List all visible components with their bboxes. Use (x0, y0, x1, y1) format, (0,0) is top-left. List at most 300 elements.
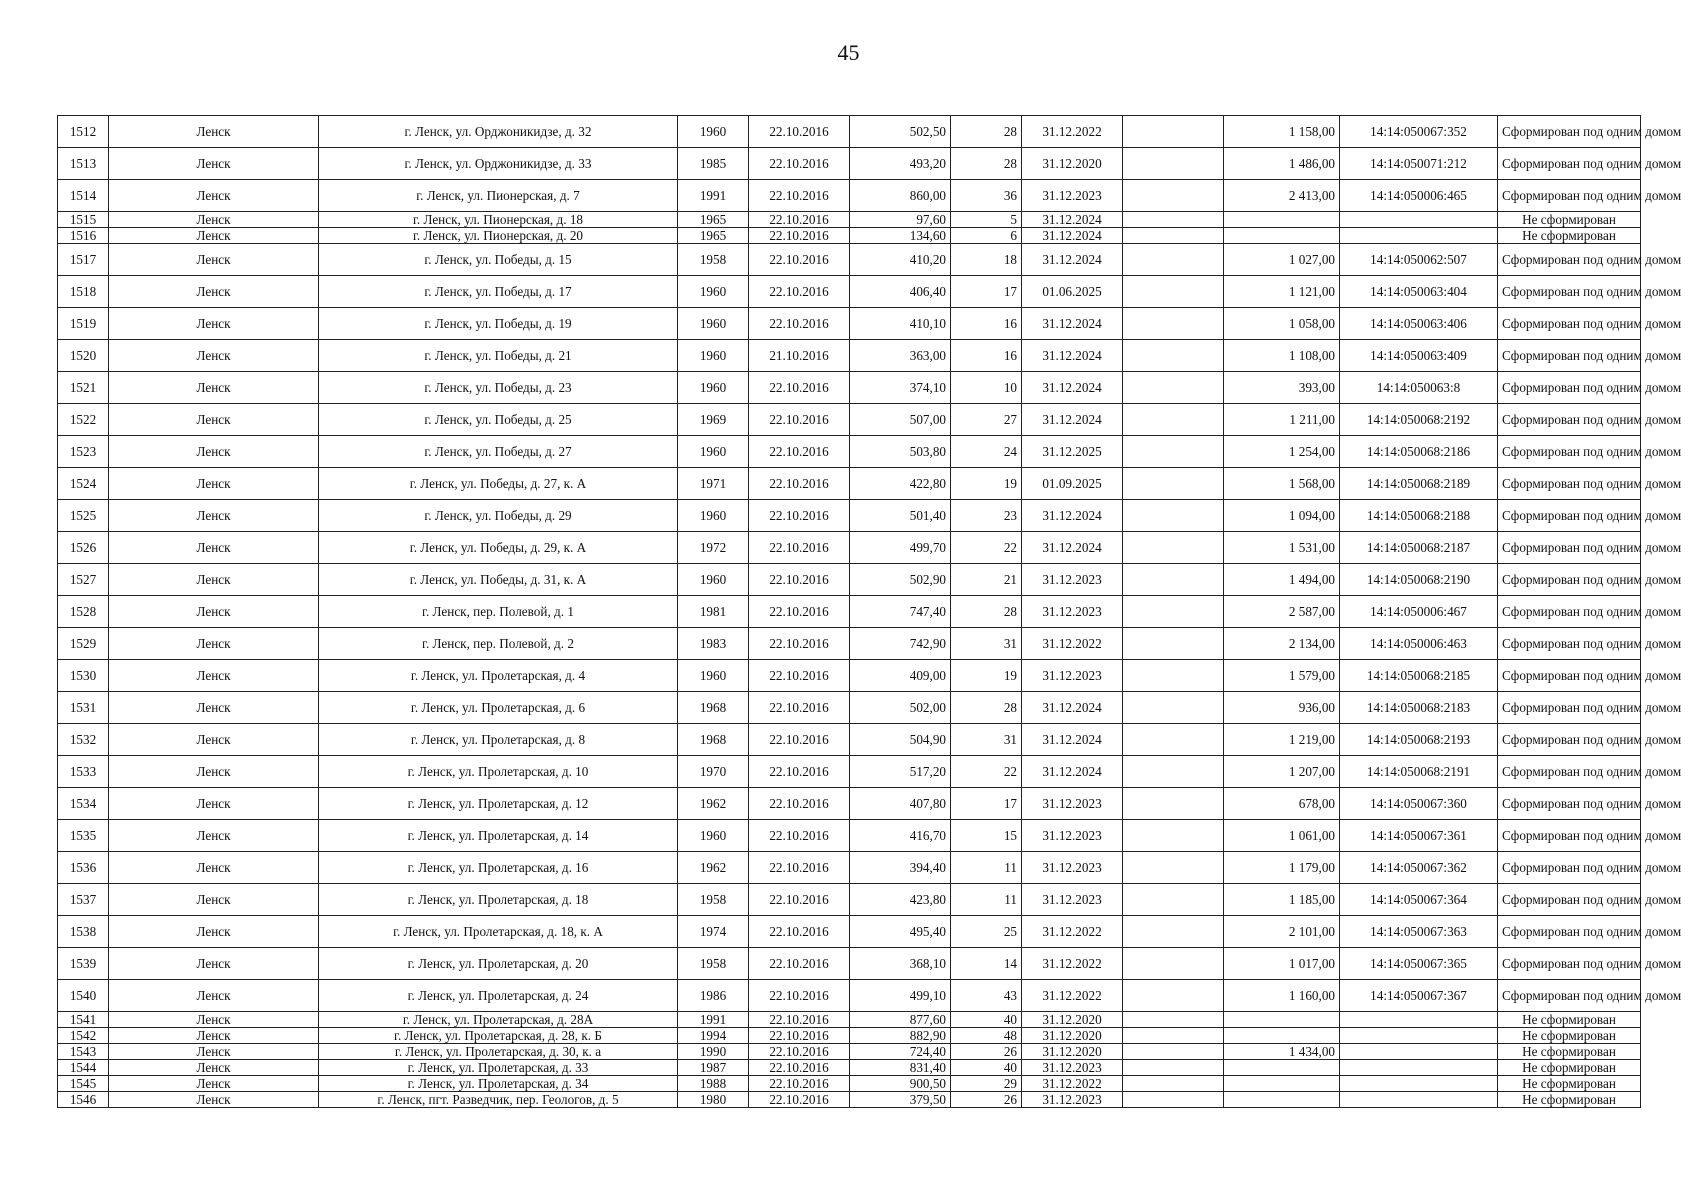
status-cell: Не сформирован (1498, 1028, 1641, 1044)
row-number-cell: 1543 (58, 1044, 109, 1060)
planned-date-cell: 31.12.2023 (1022, 596, 1123, 628)
row-number-cell: 1518 (58, 276, 109, 308)
address-cell: г. Ленск, ул. Победы, д. 19 (319, 308, 678, 340)
address-cell: г. Ленск, ул. Пионерская, д. 20 (319, 228, 678, 244)
planned-date-cell: 31.12.2022 (1022, 1076, 1123, 1092)
year-built-cell: 1971 (678, 468, 749, 500)
settlement-cell: Ленск (109, 564, 319, 596)
land-area-cell: 1 579,00 (1224, 660, 1340, 692)
residents-cell: 40 (951, 1060, 1022, 1076)
table-row (58, 1012, 1641, 1028)
year-built-cell: 1972 (678, 532, 749, 564)
settlement-cell: Ленск (109, 916, 319, 948)
table-row (58, 468, 1641, 500)
planned-date-cell: 31.12.2020 (1022, 1044, 1123, 1060)
planned-date-cell: 31.12.2023 (1022, 788, 1123, 820)
cadastral-number-cell: 14:14:050063:406 (1340, 308, 1498, 340)
residents-cell: 17 (951, 788, 1022, 820)
survey-date-cell: 22.10.2016 (749, 244, 850, 276)
settlement-cell: Ленск (109, 1092, 319, 1108)
housing-register-table (57, 115, 1682, 1108)
survey-date-cell: 22.10.2016 (749, 228, 850, 244)
residents-cell: 22 (951, 756, 1022, 788)
survey-date-cell: 22.10.2016 (749, 1044, 850, 1060)
row-number-cell: 1521 (58, 372, 109, 404)
settlement-cell: Ленск (109, 756, 319, 788)
row-number-cell: 1526 (58, 532, 109, 564)
table-row (58, 564, 1641, 596)
land-area-cell: 1 434,00 (1224, 1044, 1340, 1060)
residents-cell: 21 (951, 564, 1022, 596)
residents-cell: 22 (951, 532, 1022, 564)
row-number-cell: 1536 (58, 852, 109, 884)
land-area-cell: 1 108,00 (1224, 340, 1340, 372)
empty-cell (1123, 244, 1224, 276)
table-row (58, 212, 1641, 228)
residents-cell: 27 (951, 404, 1022, 436)
cadastral-number-cell: 14:14:050067:361 (1340, 820, 1498, 852)
empty-cell (1123, 980, 1224, 1012)
table-row (58, 724, 1641, 756)
area-cell: 503,80 (850, 436, 951, 468)
cadastral-number-cell: 14:14:050067:362 (1340, 852, 1498, 884)
residents-cell: 28 (951, 692, 1022, 724)
residents-cell: 23 (951, 500, 1022, 532)
residents-cell: 15 (951, 820, 1022, 852)
residents-cell: 19 (951, 660, 1022, 692)
planned-date-cell: 31.12.2024 (1022, 500, 1123, 532)
status-cell: Не сформирован (1498, 212, 1641, 228)
address-cell: г. Ленск, ул. Пролетарская, д. 30, к. а (319, 1044, 678, 1060)
area-cell: 409,00 (850, 660, 951, 692)
survey-date-cell: 22.10.2016 (749, 1012, 850, 1028)
year-built-cell: 1958 (678, 948, 749, 980)
survey-date-cell: 22.10.2016 (749, 852, 850, 884)
survey-date-cell: 22.10.2016 (749, 916, 850, 948)
land-area-cell: 1 207,00 (1224, 756, 1340, 788)
land-area-cell (1224, 1028, 1340, 1044)
status-cell: Не сформирован (1498, 1060, 1641, 1076)
planned-date-cell: 31.12.2024 (1022, 340, 1123, 372)
row-number-cell: 1537 (58, 884, 109, 916)
status-cell: Сформирован под одним домом (1498, 532, 1641, 564)
page-number: 45 (837, 40, 860, 65)
area-cell: 900,50 (850, 1076, 951, 1092)
address-cell: г. Ленск, ул. Пионерская, д. 7 (319, 180, 678, 212)
status-cell: Сформирован под одним домом (1498, 308, 1641, 340)
land-area-cell: 1 254,00 (1224, 436, 1340, 468)
residents-cell: 25 (951, 916, 1022, 948)
empty-cell (1123, 1044, 1224, 1060)
address-cell: г. Ленск, пер. Полевой, д. 1 (319, 596, 678, 628)
residents-cell: 14 (951, 948, 1022, 980)
row-number-cell: 1542 (58, 1028, 109, 1044)
year-built-cell: 1990 (678, 1044, 749, 1060)
status-cell: Сформирован под одним домом (1498, 692, 1641, 724)
year-built-cell: 1960 (678, 308, 749, 340)
row-number-cell: 1512 (58, 116, 109, 148)
status-cell: Не сформирован (1498, 1076, 1641, 1092)
cadastral-number-cell: 14:14:050068:2193 (1340, 724, 1498, 756)
survey-date-cell: 22.10.2016 (749, 628, 850, 660)
cadastral-number-cell: 14:14:050068:2187 (1340, 532, 1498, 564)
area-cell: 501,40 (850, 500, 951, 532)
cadastral-number-cell (1340, 1092, 1498, 1108)
land-area-cell (1224, 1012, 1340, 1028)
address-cell: г. Ленск, ул. Пролетарская, д. 18 (319, 884, 678, 916)
table-row (58, 308, 1641, 340)
survey-date-cell: 22.10.2016 (749, 1092, 850, 1108)
area-cell: 747,40 (850, 596, 951, 628)
survey-date-cell: 21.10.2016 (749, 340, 850, 372)
survey-date-cell: 22.10.2016 (749, 532, 850, 564)
area-cell: 97,60 (850, 212, 951, 228)
row-number-cell: 1529 (58, 628, 109, 660)
settlement-cell: Ленск (109, 1060, 319, 1076)
planned-date-cell: 31.12.2025 (1022, 436, 1123, 468)
year-built-cell: 1965 (678, 212, 749, 228)
survey-date-cell: 22.10.2016 (749, 1028, 850, 1044)
address-cell: г. Ленск, пгт. Разведчик, пер. Геологов, д. 5 (319, 1092, 678, 1108)
year-built-cell: 1981 (678, 596, 749, 628)
row-number-cell: 1530 (58, 660, 109, 692)
status-cell: Сформирован под одним домом (1498, 820, 1641, 852)
area-cell: 422,80 (850, 468, 951, 500)
status-cell: Сформирован под одним домом (1498, 468, 1641, 500)
table-row (58, 980, 1641, 1012)
planned-date-cell: 31.12.2023 (1022, 1092, 1123, 1108)
year-built-cell: 1960 (678, 436, 749, 468)
residents-cell: 48 (951, 1028, 1022, 1044)
table-row (58, 180, 1641, 212)
residents-cell: 10 (951, 372, 1022, 404)
address-cell: г. Ленск, ул. Пролетарская, д. 10 (319, 756, 678, 788)
year-built-cell: 1974 (678, 916, 749, 948)
survey-date-cell: 22.10.2016 (749, 980, 850, 1012)
planned-date-cell: 31.12.2024 (1022, 532, 1123, 564)
residents-cell: 11 (951, 852, 1022, 884)
planned-date-cell: 31.12.2023 (1022, 660, 1123, 692)
empty-cell (1123, 180, 1224, 212)
land-area-cell: 1 017,00 (1224, 948, 1340, 980)
residents-cell: 16 (951, 340, 1022, 372)
year-built-cell: 1960 (678, 276, 749, 308)
empty-cell (1123, 148, 1224, 180)
address-cell: г. Ленск, ул. Орджоникидзе, д. 32 (319, 116, 678, 148)
empty-cell (1123, 1060, 1224, 1076)
status-cell: Сформирован под одним домом (1498, 628, 1641, 660)
address-cell: г. Ленск, ул. Пролетарская, д. 24 (319, 980, 678, 1012)
row-number-cell: 1520 (58, 340, 109, 372)
address-cell: г. Ленск, ул. Победы, д. 25 (319, 404, 678, 436)
area-cell: 831,40 (850, 1060, 951, 1076)
planned-date-cell: 31.12.2023 (1022, 1060, 1123, 1076)
status-cell: Не сформирован (1498, 228, 1641, 244)
area-cell: 502,90 (850, 564, 951, 596)
status-cell: Сформирован под одним домом (1498, 148, 1641, 180)
address-cell: г. Ленск, ул. Победы, д. 31, к. А (319, 564, 678, 596)
land-area-cell: 1 158,00 (1224, 116, 1340, 148)
settlement-cell: Ленск (109, 852, 319, 884)
residents-cell: 29 (951, 1076, 1022, 1092)
year-built-cell: 1962 (678, 852, 749, 884)
land-area-cell (1224, 212, 1340, 228)
year-built-cell: 1960 (678, 564, 749, 596)
table-row (58, 228, 1641, 244)
year-built-cell: 1960 (678, 500, 749, 532)
settlement-cell: Ленск (109, 244, 319, 276)
settlement-cell: Ленск (109, 1044, 319, 1060)
empty-cell (1123, 564, 1224, 596)
planned-date-cell: 31.12.2024 (1022, 404, 1123, 436)
survey-date-cell: 22.10.2016 (749, 756, 850, 788)
land-area-cell (1224, 1060, 1340, 1076)
cadastral-number-cell (1340, 1044, 1498, 1060)
address-cell: г. Ленск, ул. Пролетарская, д. 28, к. Б (319, 1028, 678, 1044)
empty-cell (1123, 372, 1224, 404)
settlement-cell: Ленск (109, 532, 319, 564)
table-row (58, 788, 1641, 820)
land-area-cell: 2 413,00 (1224, 180, 1340, 212)
year-built-cell: 1991 (678, 1012, 749, 1028)
cadastral-number-cell: 14:14:050067:367 (1340, 980, 1498, 1012)
residents-cell: 5 (951, 212, 1022, 228)
row-number-cell: 1540 (58, 980, 109, 1012)
settlement-cell: Ленск (109, 436, 319, 468)
row-number-cell: 1525 (58, 500, 109, 532)
table-row (58, 148, 1641, 180)
settlement-cell: Ленск (109, 372, 319, 404)
residents-cell: 19 (951, 468, 1022, 500)
table-row (58, 244, 1641, 276)
row-number-cell: 1516 (58, 228, 109, 244)
planned-date-cell: 31.12.2023 (1022, 564, 1123, 596)
status-cell: Сформирован под одним домом (1498, 980, 1641, 1012)
planned-date-cell: 31.12.2023 (1022, 180, 1123, 212)
land-area-cell: 1 531,00 (1224, 532, 1340, 564)
settlement-cell: Ленск (109, 1028, 319, 1044)
land-area-cell: 2 587,00 (1224, 596, 1340, 628)
area-cell: 499,10 (850, 980, 951, 1012)
address-cell: г. Ленск, ул. Пролетарская, д. 12 (319, 788, 678, 820)
planned-date-cell: 31.12.2024 (1022, 692, 1123, 724)
area-cell: 495,40 (850, 916, 951, 948)
status-cell: Не сформирован (1498, 1012, 1641, 1028)
area-cell: 406,40 (850, 276, 951, 308)
land-area-cell: 1 494,00 (1224, 564, 1340, 596)
settlement-cell: Ленск (109, 948, 319, 980)
cadastral-number-cell (1340, 1076, 1498, 1092)
settlement-cell: Ленск (109, 788, 319, 820)
year-built-cell: 1968 (678, 692, 749, 724)
row-number-cell: 1533 (58, 756, 109, 788)
survey-date-cell: 22.10.2016 (749, 500, 850, 532)
settlement-cell: Ленск (109, 1076, 319, 1092)
cadastral-number-cell: 14:14:050067:364 (1340, 884, 1498, 916)
empty-cell (1123, 1092, 1224, 1108)
cadastral-number-cell: 14:14:050068:2192 (1340, 404, 1498, 436)
address-cell: г. Ленск, ул. Орджоникидзе, д. 33 (319, 148, 678, 180)
table-row (58, 276, 1641, 308)
status-cell: Сформирован под одним домом (1498, 788, 1641, 820)
empty-cell (1123, 820, 1224, 852)
table-row (58, 1076, 1641, 1092)
residents-cell: 26 (951, 1092, 1022, 1108)
land-area-cell (1224, 1092, 1340, 1108)
area-cell: 410,20 (850, 244, 951, 276)
address-cell: г. Ленск, ул. Пролетарская, д. 16 (319, 852, 678, 884)
empty-cell (1123, 692, 1224, 724)
year-built-cell: 1994 (678, 1028, 749, 1044)
survey-date-cell: 22.10.2016 (749, 404, 850, 436)
empty-cell (1123, 1076, 1224, 1092)
status-cell: Не сформирован (1498, 1092, 1641, 1108)
settlement-cell: Ленск (109, 116, 319, 148)
planned-date-cell: 31.12.2020 (1022, 1012, 1123, 1028)
status-cell: Сформирован под одним домом (1498, 724, 1641, 756)
residents-cell: 31 (951, 628, 1022, 660)
empty-cell (1123, 436, 1224, 468)
cadastral-number-cell: 14:14:050063:8 (1340, 372, 1498, 404)
area-cell: 134,60 (850, 228, 951, 244)
survey-date-cell: 22.10.2016 (749, 372, 850, 404)
area-cell: 517,20 (850, 756, 951, 788)
planned-date-cell: 31.12.2024 (1022, 212, 1123, 228)
settlement-cell: Ленск (109, 468, 319, 500)
residents-cell: 6 (951, 228, 1022, 244)
empty-cell (1123, 1012, 1224, 1028)
row-number-cell: 1532 (58, 724, 109, 756)
settlement-cell: Ленск (109, 500, 319, 532)
settlement-cell: Ленск (109, 980, 319, 1012)
area-cell: 423,80 (850, 884, 951, 916)
area-cell: 724,40 (850, 1044, 951, 1060)
table-row (58, 660, 1641, 692)
survey-date-cell: 22.10.2016 (749, 436, 850, 468)
address-cell: г. Ленск, ул. Победы, д. 29 (319, 500, 678, 532)
row-number-cell: 1534 (58, 788, 109, 820)
planned-date-cell: 01.09.2025 (1022, 468, 1123, 500)
row-number-cell: 1539 (58, 948, 109, 980)
area-cell: 416,70 (850, 820, 951, 852)
year-built-cell: 1985 (678, 148, 749, 180)
table-row (58, 404, 1641, 436)
table-row (58, 1028, 1641, 1044)
empty-cell (1123, 116, 1224, 148)
table-row (58, 916, 1641, 948)
empty-cell (1123, 308, 1224, 340)
cadastral-number-cell (1340, 1028, 1498, 1044)
residents-cell: 36 (951, 180, 1022, 212)
land-area-cell: 2 101,00 (1224, 916, 1340, 948)
table-row (58, 628, 1641, 660)
row-number-cell: 1522 (58, 404, 109, 436)
address-cell: г. Ленск, ул. Победы, д. 21 (319, 340, 678, 372)
land-area-cell: 393,00 (1224, 372, 1340, 404)
row-number-cell: 1545 (58, 1076, 109, 1092)
year-built-cell: 1960 (678, 660, 749, 692)
address-cell: г. Ленск, ул. Победы, д. 27 (319, 436, 678, 468)
empty-cell (1123, 340, 1224, 372)
survey-date-cell: 22.10.2016 (749, 212, 850, 228)
status-cell: Сформирован под одним домом (1498, 756, 1641, 788)
address-cell: г. Ленск, ул. Пролетарская, д. 28А (319, 1012, 678, 1028)
empty-cell (1123, 532, 1224, 564)
empty-cell (1123, 660, 1224, 692)
table-row (58, 756, 1641, 788)
empty-cell (1123, 596, 1224, 628)
residents-cell: 28 (951, 596, 1022, 628)
area-cell: 374,10 (850, 372, 951, 404)
table-row (58, 884, 1641, 916)
cadastral-number-cell: 14:14:050067:365 (1340, 948, 1498, 980)
land-area-cell: 1 027,00 (1224, 244, 1340, 276)
address-cell: г. Ленск, ул. Победы, д. 17 (319, 276, 678, 308)
row-number-cell: 1528 (58, 596, 109, 628)
year-built-cell: 1980 (678, 1092, 749, 1108)
area-cell: 410,10 (850, 308, 951, 340)
area-cell: 363,00 (850, 340, 951, 372)
table-row (58, 1044, 1641, 1060)
year-built-cell: 1960 (678, 372, 749, 404)
empty-cell (1123, 228, 1224, 244)
residents-cell: 17 (951, 276, 1022, 308)
settlement-cell: Ленск (109, 228, 319, 244)
row-number-cell: 1513 (58, 148, 109, 180)
survey-date-cell: 22.10.2016 (749, 276, 850, 308)
area-cell: 368,10 (850, 948, 951, 980)
survey-date-cell: 22.10.2016 (749, 308, 850, 340)
year-built-cell: 1960 (678, 116, 749, 148)
year-built-cell: 1991 (678, 180, 749, 212)
cadastral-number-cell: 14:14:050006:467 (1340, 596, 1498, 628)
planned-date-cell: 31.12.2024 (1022, 756, 1123, 788)
status-cell: Сформирован под одним домом (1498, 372, 1641, 404)
table-row (58, 1092, 1641, 1108)
planned-date-cell: 31.12.2020 (1022, 1028, 1123, 1044)
cadastral-number-cell (1340, 1060, 1498, 1076)
area-cell: 882,90 (850, 1028, 951, 1044)
status-cell: Сформирован под одним домом (1498, 948, 1641, 980)
address-cell: г. Ленск, ул. Пролетарская, д. 4 (319, 660, 678, 692)
year-built-cell: 1986 (678, 980, 749, 1012)
status-cell: Сформирован под одним домом (1498, 884, 1641, 916)
survey-date-cell: 22.10.2016 (749, 148, 850, 180)
land-area-cell: 678,00 (1224, 788, 1340, 820)
land-area-cell: 1 061,00 (1224, 820, 1340, 852)
table-row (58, 436, 1641, 468)
address-cell: г. Ленск, ул. Пролетарская, д. 14 (319, 820, 678, 852)
survey-date-cell: 22.10.2016 (749, 1076, 850, 1092)
status-cell: Сформирован под одним домом (1498, 596, 1641, 628)
table-row (58, 116, 1641, 148)
empty-cell (1123, 212, 1224, 228)
address-cell: г. Ленск, ул. Победы, д. 27, к. А (319, 468, 678, 500)
planned-date-cell: 31.12.2022 (1022, 628, 1123, 660)
planned-date-cell: 31.12.2022 (1022, 116, 1123, 148)
area-cell: 877,60 (850, 1012, 951, 1028)
area-cell: 394,40 (850, 852, 951, 884)
area-cell: 742,90 (850, 628, 951, 660)
planned-date-cell: 31.12.2020 (1022, 148, 1123, 180)
year-built-cell: 1969 (678, 404, 749, 436)
survey-date-cell: 22.10.2016 (749, 788, 850, 820)
land-area-cell: 1 211,00 (1224, 404, 1340, 436)
area-cell: 499,70 (850, 532, 951, 564)
planned-date-cell: 31.12.2023 (1022, 852, 1123, 884)
planned-date-cell: 31.12.2022 (1022, 948, 1123, 980)
row-number-cell: 1544 (58, 1060, 109, 1076)
